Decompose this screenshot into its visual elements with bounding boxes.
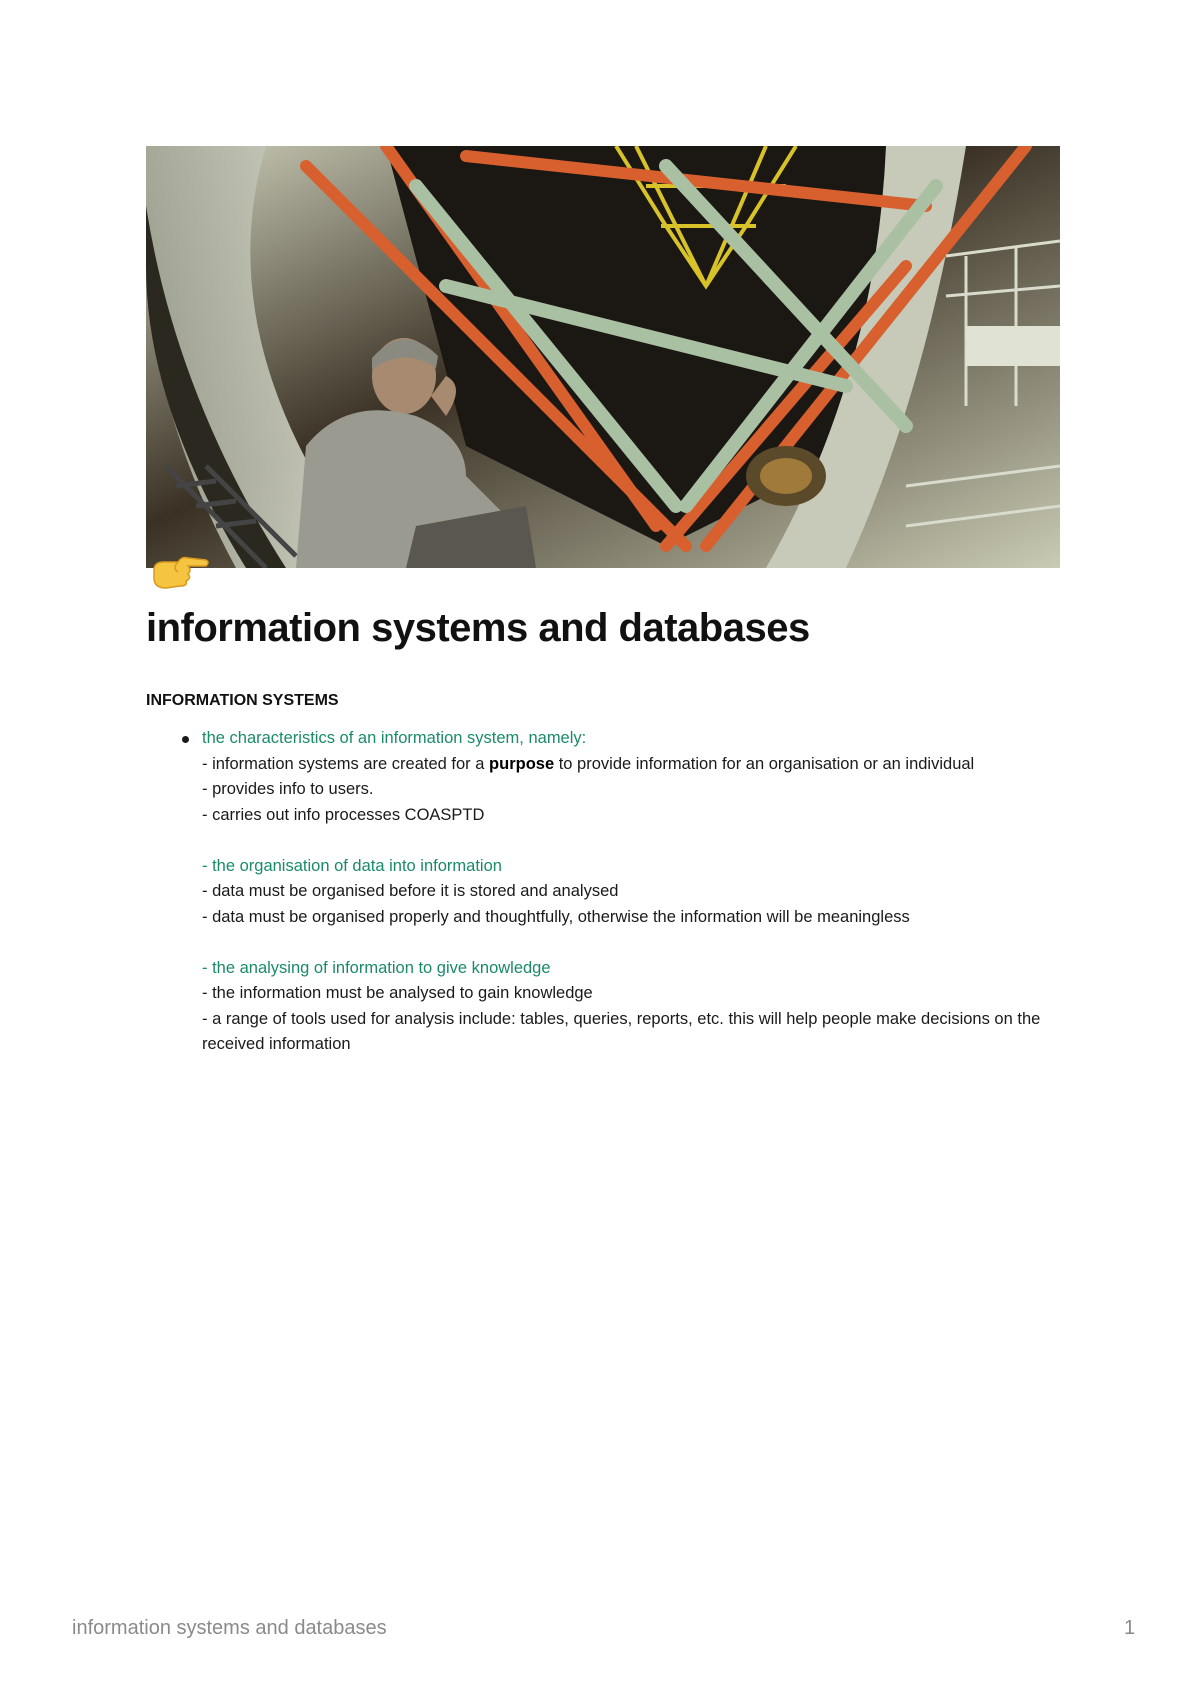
section-heading: INFORMATION SYSTEMS bbox=[146, 692, 339, 709]
list-line: - a range of tools used for analysis include: tables, queries, reports, etc. this will help people make decisions on the received information bbox=[202, 1009, 1041, 1053]
list-line: - the information must be analysed to gain knowledge bbox=[202, 984, 593, 1002]
sub-heading: - the organisation of data into information bbox=[202, 856, 502, 875]
page-number: 1 bbox=[1124, 1617, 1136, 1639]
cover-image bbox=[146, 146, 1060, 568]
telescope-photo bbox=[146, 146, 1060, 568]
list-line: - carries out info processes COASPTD bbox=[202, 805, 485, 824]
footer-title: information systems and databases bbox=[72, 1617, 387, 1639]
pointing-hand-icon bbox=[148, 548, 212, 596]
bold-term: purpose bbox=[489, 754, 555, 773]
bullet-dot-icon bbox=[182, 736, 189, 743]
page-title: information systems and databases bbox=[146, 606, 810, 650]
list-line: - provides info to users. bbox=[202, 780, 374, 798]
list-item bbox=[202, 726, 1072, 1058]
sub-heading: - the analysing of information to give knowledge bbox=[202, 958, 551, 977]
list-line: - data must be organised properly and thoughtfully, otherwise the information will be meaningless bbox=[202, 907, 910, 926]
bullet-heading: the characteristics of an information system, namely: bbox=[202, 729, 587, 747]
bullet-list bbox=[202, 726, 1072, 1058]
list-line: - information systems are created for a purpose to provide information for an organisation or an individual bbox=[202, 754, 975, 773]
list-line: - data must be organised before it is stored and analysed bbox=[202, 882, 619, 900]
